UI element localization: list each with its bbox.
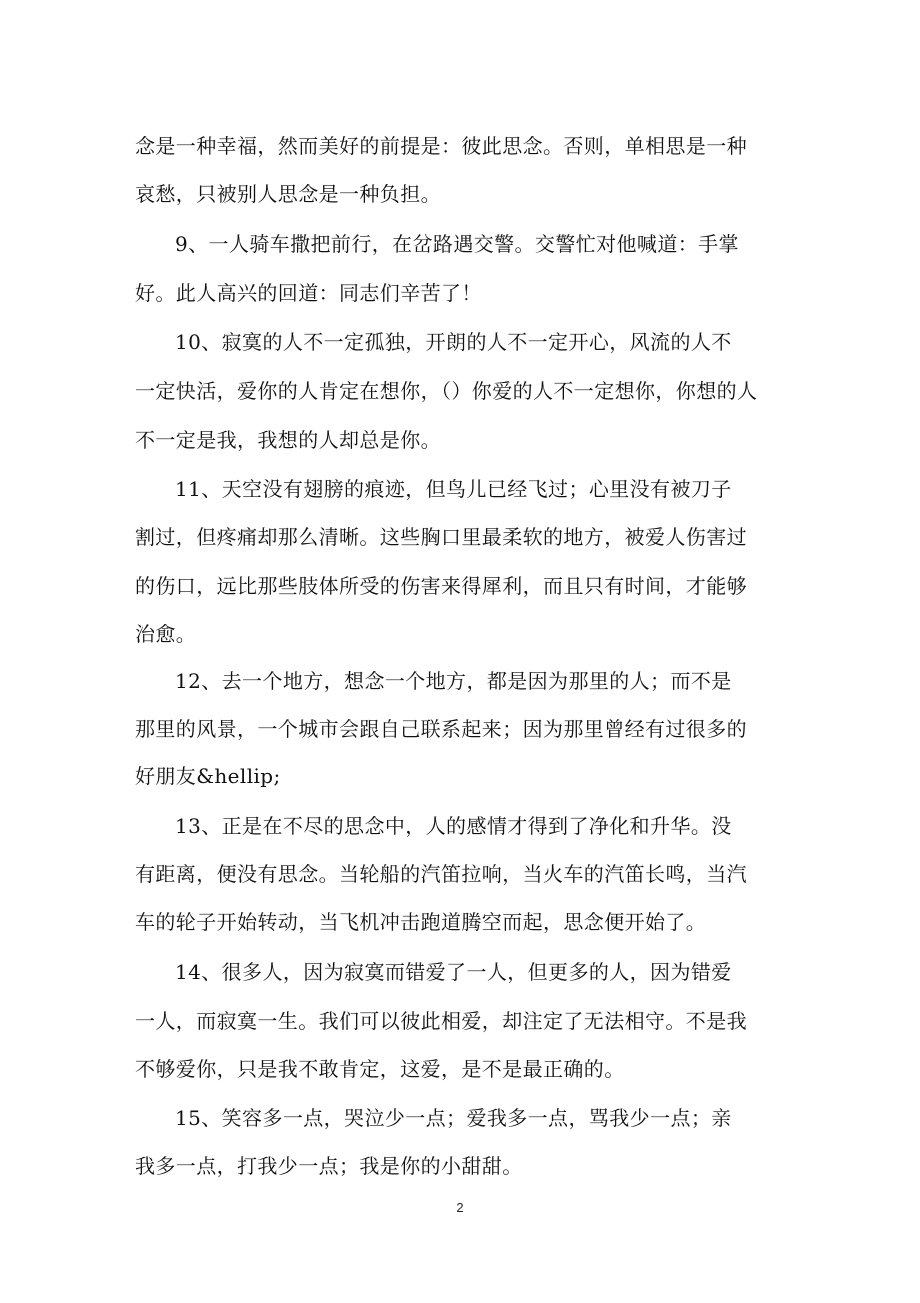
text-line: 哀愁，只被别人思念是一种负担。 (135, 182, 441, 206)
text-line: 一定快活，爱你的人肯定在想你，（）你爱的人不一定想你，你想的人 (135, 379, 758, 403)
text-line: 割过，但疼痛却那么清晰。这些胸口里最柔软的地方，被爱人伤害过 (135, 525, 747, 549)
text-line: 念是一种幸福，然而美好的前提是：彼此思念。否则，单相思是一种 (135, 134, 747, 158)
text-line: 好朋友&hellip; (135, 764, 281, 788)
text-line: 有距离，便没有思念。当轮船的汽笛拉响，当火车的汽笛长鸣，当汽 (135, 862, 747, 886)
text-line: 车的轮子开始转动，当飞机冲击跑道腾空而起，思念便开始了。 (135, 910, 707, 934)
text-line: 一人，而寂寞一生。我们可以彼此相爱，却注定了无法相守。不是我 (135, 1009, 747, 1033)
text-line: 10、寂寞的人不一定孤独，开朗的人不一定开心，风流的人不 (175, 330, 732, 354)
text-line: 15、笑容多一点，哭泣少一点；爱我多一点，骂我少一点；亲 (175, 1106, 732, 1130)
text-line: 我多一点，打我少一点；我是你的小甜甜。 (135, 1154, 523, 1178)
text-line: 好。此人高兴的回道：同志们辛苦了！ (135, 281, 482, 305)
text-line: 不一定是我，我想的人却总是你。 (135, 428, 441, 452)
text-line: 13、正是在不尽的思念中，人的感情才得到了净化和升华。没 (175, 814, 732, 838)
text-line: 不够爱你，只是我不敢肯定，这爱，是不是最正确的。 (135, 1057, 625, 1081)
text-line: 治愈。 (135, 622, 197, 646)
page-number: 2 (456, 1200, 464, 1215)
text-line: 的伤口，远比那些肢体所受的伤害来得犀利，而且只有时间，才能够 (135, 574, 747, 598)
text-line: 那里的风景，一个城市会跟自己联系起来；因为那里曾经有过很多的 (135, 717, 747, 741)
text-line: 11、天空没有翅膀的痕迹，但鸟儿已经飞过；心里没有被刀子 (175, 477, 732, 501)
text-line: 12、去一个地方，想念一个地方，都是因为那里的人；而不是 (175, 669, 732, 693)
text-line: 9、一人骑车撒把前行，在岔路遇交警。交警忙对他喊道：手掌 (175, 232, 739, 256)
text-line: 14、很多人，因为寂寞而错爱了一人，但更多的人，因为错爱 (175, 960, 732, 984)
